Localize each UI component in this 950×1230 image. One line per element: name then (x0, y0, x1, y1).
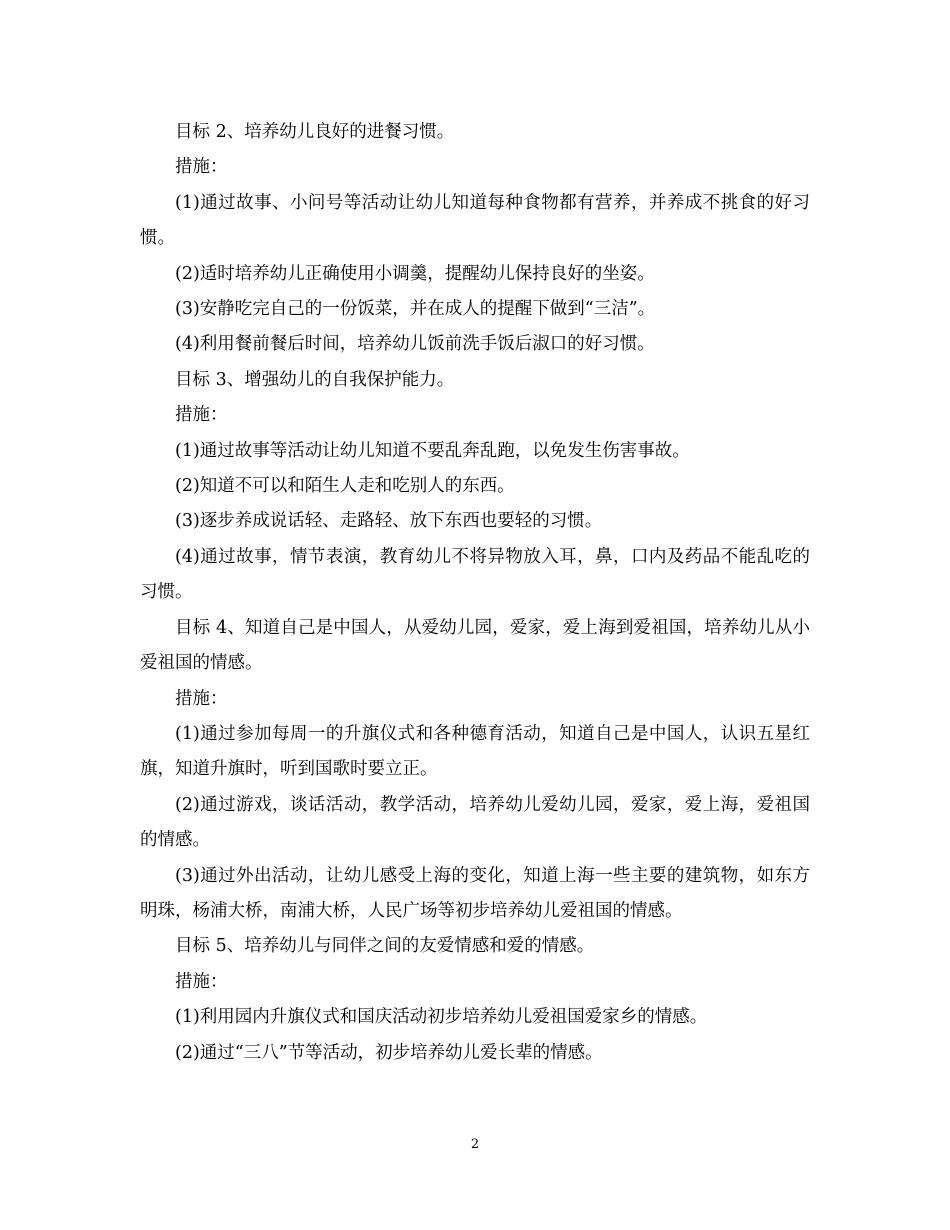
measures-label: 措施： (175, 157, 228, 178)
measure-item: (1)通过故事等活动让幼儿知道不要乱奔乱跑，以免发生伤害事故。 (175, 440, 690, 461)
measure-item: (2)知道不可以和陌生人走和吃别人的东西。 (175, 476, 515, 497)
measure-item: (1)利用园内升旗仪式和国庆活动初步培养幼儿爱祖国爱家乡的情感。 (175, 1007, 708, 1028)
measure-item: (3)安静吃完自己的一份饭菜，并在成人的提醒下做到“三洁”。 (175, 299, 656, 320)
goal-3-heading: 目标 3、增强幼儿的自我保护能力。 (175, 369, 455, 390)
measure-item: (1)通过故事、小问号等活动让幼儿知道每种食物都有营养，并养成不挑食的好习惯。 (140, 192, 810, 249)
measures-label: 措施： (175, 971, 228, 992)
measures-label: 措施： (175, 688, 228, 709)
body-text (140, 115, 810, 1071)
measure-item: (4)利用餐前餐后时间，培养幼儿饭前洗手饭后淑口的好习惯。 (175, 334, 655, 355)
measure-item: (2)适时培养幼儿正确使用小调羹，提醒幼儿保持良好的坐姿。 (175, 263, 655, 284)
measure-item: (1)通过参加每周一的升旗仪式和各种德育活动，知道自己是中国人，认识五星红旗，知道升旗时，听到国歌时要立正。 (140, 723, 810, 780)
goal-5-heading: 目标 5、培养幼儿与同伴之间的友爱情感和爱的情感。 (175, 936, 595, 957)
goal-4-heading: 目标 4、知道自己是中国人，从爱幼儿园，爱家，爱上海到爱祖国，培养幼儿从小爱祖国的情感。 (140, 617, 810, 674)
measure-item: (2)通过游戏，谈话活动，教学活动，培养幼儿爱幼儿园，爱家，爱上海，爱祖国的情感。 (140, 794, 810, 851)
measure-item: (3)通过外出活动，让幼儿感受上海的变化，知道上海一些主要的建筑物，如东方明珠，杨浦大桥，南浦大桥，人民广场等初步培养幼儿爱祖国的情感。 (140, 865, 810, 921)
measure-item: (3)逐步养成说话轻、走路轻、放下东西也要轻的习惯。 (175, 511, 603, 532)
page-number: 2 (470, 1137, 480, 1152)
measure-item: (2)通过“三八”节等活动，初步培养幼儿爱长辈的情感。 (175, 1042, 603, 1063)
measure-item: (4)通过故事，情节表演，教育幼儿不将异物放入耳，鼻，口内及药品不能乱吃的习惯。 (140, 546, 810, 603)
measures-label: 措施： (175, 405, 228, 426)
goal-2-heading: 目标 2、培养幼儿良好的进餐习惯。 (175, 122, 455, 142)
